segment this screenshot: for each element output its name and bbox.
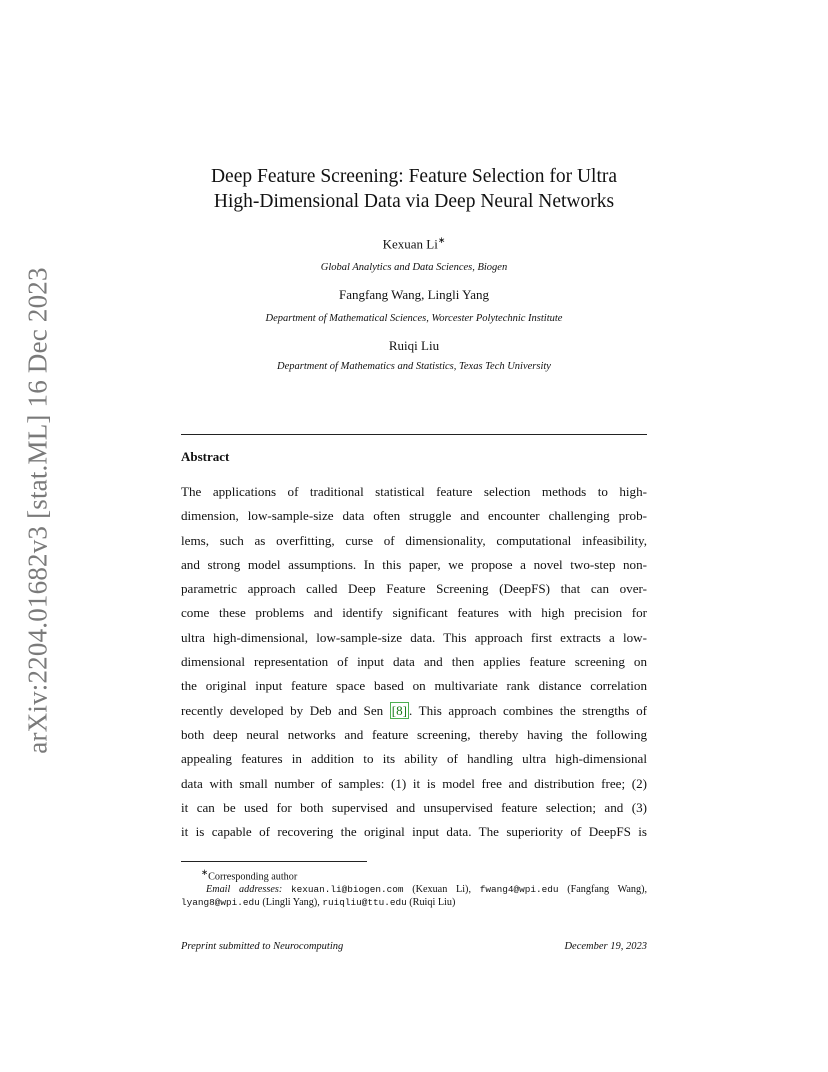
corresponding-text: Corresponding author — [208, 871, 298, 883]
title-line-2: High-Dimensional Data via Deep Neural Networks — [213, 191, 615, 212]
abstract-line: The applications of traditional statistical feature selection methods to high- — [181, 484, 647, 499]
affiliation-1: Global Analytics and Data Sciences, Biogen — [320, 262, 508, 273]
abstract-line: appealing features in addition to its ability of handling ultra high-dimensional — [181, 751, 647, 767]
title-line-1: Deep Feature Screening: Feature Selection for Ultra — [210, 166, 618, 187]
affiliation-2: Department of Mathematical Sciences, Worcester Polytechnic Institute — [265, 313, 563, 324]
email-owner: (Kexuan Li), — [412, 884, 471, 896]
email-link[interactable]: ruiqliu@ttu.edu — [322, 897, 407, 909]
arxiv-sidebar-stamp — [16, 266, 60, 754]
corresponding-footnote — [181, 866, 647, 883]
email-owner: (Ruiqi Liu) — [409, 897, 456, 909]
citation-prefix: recently developed by Deb and Sen — [181, 702, 390, 718]
footer-date: December 19, 2023 — [564, 941, 647, 952]
abstract-line: the original input feature space based on multivariate rank distance correlation — [181, 678, 647, 694]
paper-title — [160, 164, 668, 214]
footer-preprint-note: Preprint submitted to Neurocomputing — [181, 941, 344, 952]
arxiv-identifier: arXiv:2204.01682v3 [stat.ML] 16 Dec 2023 — [22, 266, 53, 754]
email-owner: (Fangfang Wang), — [567, 884, 648, 896]
citation-link-8[interactable]: [8] — [391, 702, 408, 718]
email-link[interactable]: fwang4@wpi.edu — [479, 884, 559, 896]
email-owner: (Lingli Yang), — [262, 897, 320, 909]
abstract-heading: Abstract — [181, 449, 230, 464]
footnote-rule — [181, 861, 367, 862]
abstract-line: it can be used for both supervised and unsupervised feature selection; and (3) — [181, 799, 647, 815]
email-link[interactable]: lyang8@wpi.edu — [181, 897, 260, 909]
abstract-line: parametric approach called Deep Feature Screening (DeepFS) that can over- — [181, 581, 647, 597]
email-footnote — [181, 883, 647, 909]
abstract-line: it is capable of recovering the original input data. The superiority of DeepFS is — [181, 824, 647, 840]
author-3: Ruiqi Liu — [388, 338, 440, 353]
footnotes — [181, 866, 647, 909]
author-name: Kexuan Li — [382, 236, 438, 252]
abstract-line-with-citation — [181, 699, 647, 723]
abstract-body — [181, 480, 647, 844]
citation-suffix: . This approach combines the strengths of — [409, 702, 647, 718]
abstract-line: data with small number of samples: (1) it is model free and distribution free; (2) — [181, 775, 647, 791]
abstract-line: and strong model assumptions. In this paper, we propose a novel two-step non- — [181, 556, 647, 572]
author-1 — [160, 235, 668, 252]
corresponding-mark: ∗ — [437, 235, 446, 245]
author-2: Fangfang Wang, Lingli Yang — [338, 287, 489, 302]
email-link[interactable]: kexuan.li@biogen.com — [290, 884, 404, 896]
page-footer — [181, 941, 647, 952]
abstract-line: come these problems and identify significant features with high precision for — [181, 605, 647, 621]
abstract-line: dimension, low-sample-size data often struggle and encounter challenging prob- — [181, 508, 647, 524]
footnote-mark: ∗ — [201, 867, 209, 877]
affiliation-3: Department of Mathematics and Statistics, Texas Tech University — [277, 361, 551, 372]
abstract-line: lems, such as overfitting, curse of dimensionality, computational infeasibility, — [181, 532, 647, 548]
email-label: Email addresses: — [206, 884, 283, 896]
abstract-top-rule — [181, 434, 647, 435]
abstract-line: both deep neural networks and feature screening, thereby having the following — [181, 726, 647, 742]
abstract-line: ultra high-dimensional, low-sample-size data. This approach first extracts a low- — [181, 629, 647, 645]
abstract-line: dimensional representation of input data and then applies feature screening on — [181, 654, 647, 670]
